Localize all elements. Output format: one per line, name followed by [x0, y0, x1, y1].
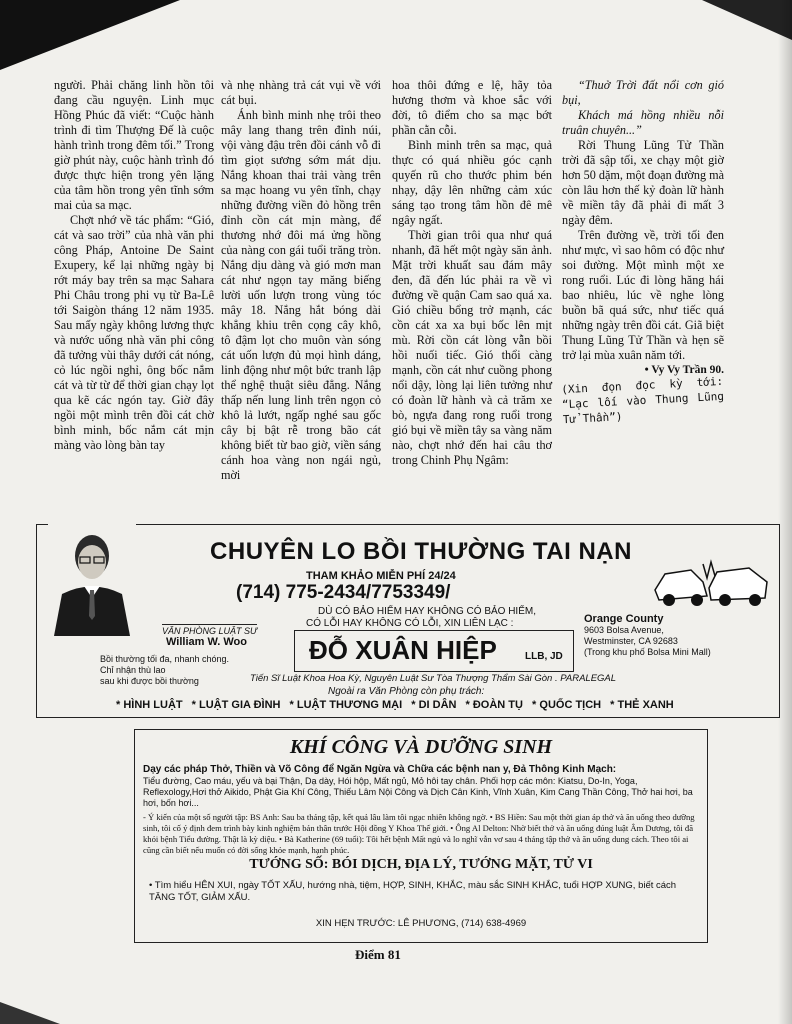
lawyer-ad — [36, 518, 780, 718]
article-paragraph: hoa thôi đứng e lệ, hãy tỏa hương thơm và khoe sắc với đời, tô điểm cho sa mạc bớt phần cằn cỗi. — [392, 78, 552, 137]
article-paragraph: Chợt nhớ về tác phẩm: “Gió, cát và sao trời” của nhà văn phi công Pháp, Antoine De Saint Exupery, kể lại những ngày bị rớt máy bay trên sa mạc Sahara Phi Châu trong phi vụ từ Ba-Lê tới Saigòn tháng 12 năm 1935. Sau mấy ngày không lương thực và nước uống nhà văn phi công đã tưởng vùi thây dưới cát nóng, cỏ lúc ngồi nghỉ, ông bốc nắm cát và từ từ để thời gian chạy lọt qua kẽ các ngón tay. Giờ đây ngồi một mình trên đồi cát chờ bình minh, bốc nắm cát mịn màng vào lòng bàn tay — [54, 213, 214, 452]
service-item: * THẺ XANH — [610, 699, 674, 711]
article-paragraph: người. Phải chăng linh hồn tôi đang cầu nguyện. Linh mục Hồng Phúc đã viết: “Cuộc hành trình đi tìm Thượng Đế là cuộc hành trình trong đêm tối.” Trong giờ phút này, cuộc hành trình đó được thực hiện trong yên lặng của tâm hồn trong yên tĩnh sớm mai của sa mạc. — [54, 78, 214, 212]
city-address: Westminster, CA 92683 — [584, 636, 678, 646]
article-paragraph: Trên đường về, trời tối đen như mực, vì sao hôm có độc như soi đường. Một mình một xe rong ruổi. Lúc đi lòng hăng hái bao nhiêu, lúc về nghe lòng buồn bã quá sức, như tiếc quá những ngày trên đồi cát. Giã biệt Thung Lũng Tử Thần và hẹn sẽ trở lại mùa xuân năm tới. — [562, 228, 724, 362]
page-number: Điểm 81 — [355, 947, 401, 962]
services-list — [116, 699, 680, 711]
mall-note: (Trong khu phố Bolsa Mini Mall) — [584, 647, 711, 657]
testimonials: - Ý kiến của một số người tập: BS Anh: Sau ba tháng tập, kết quả lâu làm tôi ngạc nhiên không ngờ. • BS Hiền: Sau một thời gian áp thở và ăn uống theo dưỡng sinh, tôi cố ý định đem trình bày kinh nghiệm bản thân trước Hội đồng Y Khoa Thế giới. • Ông Al Delton: Nhờ biết thở và ăn uống đúng luật Âm Dương, tôi đã khỏi bệnh Tiểu đường. Thật là kỳ diệu. • Bà Katherine (69 tuổi): Tôi hết bệnh Mất ngủ và lo nghĩ vẫn vơ sau 4 tháng tập thở và ăn uống dung cách. Theo tôi ai cũng cần biết nếu muốn có đời sống khỏe mạnh, hạnh phúc. — [143, 812, 695, 855]
service-item: * ĐOÀN TỤ — [465, 699, 523, 711]
comp-line: sau khi được bồi thường — [100, 676, 199, 686]
phone-number: (714) 775-2434/7753349/ — [236, 582, 451, 603]
office-label: VĂN PHÒNG LUẬT SƯ — [162, 626, 258, 636]
lawyer-name-box — [294, 630, 574, 672]
credentials: Tiến Sĩ Luật Khoa Hoa Kỳ, Nguyên Luật Sư Tòa Thượng Thẩm Sài Gòn . PARALEGAL — [250, 673, 617, 684]
also-services: Ngoài ra Văn Phòng còn phụ trách: — [328, 686, 485, 697]
next-issue-note: (Xin đọn đọc kỳ tới: “Lạc lối vào Thung Lũng Tử Thần”) — [560, 374, 725, 427]
appointment-line: XIN HẸN TRƯỚC: LÊ PHƯƠNG, (714) 638-4969 — [315, 918, 527, 929]
insurance-line: CÓ LỖI HAY KHÔNG CÓ LỖI, XIN LIÊN LẠC : — [306, 618, 514, 629]
service-item: * LUẬT GIA ĐÌNH — [191, 699, 281, 711]
lawyer-degree: LLB, JD — [525, 651, 563, 662]
article-paragraph: Bình minh trên sa mạc, quả thực có quá nhiều góc cạnh quyến rũ cho thước phim bén nhạy, dậy lên những cảm xúc sáng tạo trong tâm hồn đê mê ngây ngất. — [392, 138, 552, 227]
free-consult: THAM KHẢO MIỄN PHÍ 24/24 — [306, 570, 456, 582]
article-paragraph: Rời Thung Lũng Tử Thần trời đã sập tối, xe chạy một giờ hơn 50 dặm, một đoạn đường mà còn lâu hơn thế kỷ đoàn lữ hành về miền tây đã phải đi mất 3 ngày đêm. — [562, 138, 725, 227]
service-item: * QUỐC TỊCH — [532, 699, 602, 711]
scan-shadow-top-left — [0, 0, 180, 70]
fortune-bullet: • Tìm hiểu HÊN XUI, ngày TỐT XẤU, hướng nhà, tiệm, HỢP, SINH, KHẮC, màu sắc SINH KHẮC, tuổi HỢP XUNG, biết cách TĂNG TỐT, GIẢM XẤU. — [149, 880, 677, 903]
qigong-ad — [134, 729, 708, 943]
poem-line: “Thuở Trời đất nổi cơn gió bụi, — [562, 78, 724, 107]
office-address — [584, 614, 774, 658]
ad-description: Tiểu đường, Cao máu, yếu và bại Thận, Dạ dày, Hói hộp, Mất ngủ, Mỏ hôi tay chân. Phối hợp các môn: Kiatsu, Do-In, Yoga, Reflexology,Hơi thở Aikido, Phật Gia Khí Công, Thiếu Lâm Nội Công và Dịch Cân Kinh, Vĩnh Xuân, Kim Cang Thần Công, Thở hai hơi, ba hơi, bốn hơi... — [143, 776, 693, 808]
county-label: Orange County — [584, 613, 664, 625]
fortune-title: TƯỚNG SỐ: BÓI DỊCH, ĐỊA LÝ, TƯỚNG MẶT, TỬ VI — [249, 857, 593, 872]
comp-line: Bồi thường tối đa, nhanh chóng. — [100, 654, 230, 664]
car-crash-illustration — [651, 544, 771, 612]
scan-shadow-right — [778, 0, 792, 1024]
article-paragraph: Ánh bình minh nhẹ trôi theo mây lang thang trên đỉnh núi, vội vàng đậu trên đồi cánh vỗ đi tìm giọt sương sớm mát dịu. Nắng khoan thai trải vàng trên sa mạc hoang vu yên tĩnh, chạy những đường viền đỏ hồng trên đỉnh cồn cát mịn màng, để thương nhớ đôi má ửng hồng của nàng con gái tuổi trăng tròn. Nắng dịu dàng và gió mơn man cát như ngọn tay măng biếng lười uốn lượn trong vùng tóc mây 18. Nắng hắt bóng dài khẳng khiu trên cọng cây khô, tô đậm lọt cho muôn vàn sóng cát uốn lượn đủ mọi hình dáng, linh động như một bức tranh lập thể nghệ thuật siêu đẳng. Nắng thấp nến lung linh trên ngọn cỏ khô lả lướt, ngấp nghé sau gốc cây bị bật rễ trong bão cát không biết từ bao giờ, viền sáng cánh hoa vàng non ngái ngủ, mời — [221, 108, 381, 482]
article-column-2 — [221, 78, 381, 483]
article-column-4 — [560, 78, 725, 427]
service-item: * HÌNH LUẬT — [116, 699, 183, 711]
ad-subtitle: Dạy các pháp Thở, Thiền và Võ Công để Ngăn Ngừa và Chữa các bệnh nan y, Đả Thông Kinh Mạch: — [143, 764, 617, 775]
author-signature: • Vy Vy Trần 90. — [644, 364, 724, 376]
poem-line: Khách má hồng nhiều nỗi truân chuyên...” — [562, 108, 724, 137]
article-column-3 — [392, 78, 552, 468]
insurance-line: DÙ CÓ BẢO HIỂM HAY KHÔNG CÓ BẢO HIỂM, — [318, 606, 536, 617]
service-item: * LUẬT THƯƠNG MẠI — [289, 699, 403, 711]
compensation-note — [100, 654, 229, 687]
ad-headline: CHUYÊN LO BỒI THƯỜNG TAI NẠN — [210, 538, 632, 565]
article-paragraph: và nhẹ nhàng trả cát vụi về với cát bụi. — [221, 78, 381, 107]
comp-line: Chỉ nhận thù lao — [100, 665, 166, 675]
street-address: 9603 Bolsa Avenue, — [584, 625, 664, 635]
lawyer-name: ĐỖ XUÂN HIỆP — [309, 635, 497, 665]
article-column-1 — [54, 78, 214, 453]
service-item: * DI DÂN — [411, 699, 457, 711]
article-paragraph: Thời gian trôi qua như quá nhanh, đã hết một ngày săn ảnh. Mặt trời khuất sau đám mây đen, đã đến lúc phải ra về vì đường về quận Cam sao quá xa. Gió chiều bổng trở mạnh, các cồn cát xa xa bụi bốc lên mịt mù. Rời cồn cát lòng vẫn bồi hồi nuối tiếc. Gió thổi càng mạnh, cồn cát như cuồng phong nổi dậy, lòng lại liên tưởng như có đoàn lữ hành và cả trăm xe bò, ngựa đang rong ruổi trong gió bụi về miền tây sa vàng năm nào, chợt nhớ đến hai câu thơ trong Chinh Phụ Ngâm: — [392, 228, 552, 467]
ad-title: KHÍ CÔNG VÀ DƯỠNG SINH — [289, 736, 553, 758]
scan-shadow-bottom-left — [0, 1002, 60, 1024]
associate-lawyer: William W. Woo — [166, 636, 247, 648]
lawyer-photo — [48, 524, 136, 636]
